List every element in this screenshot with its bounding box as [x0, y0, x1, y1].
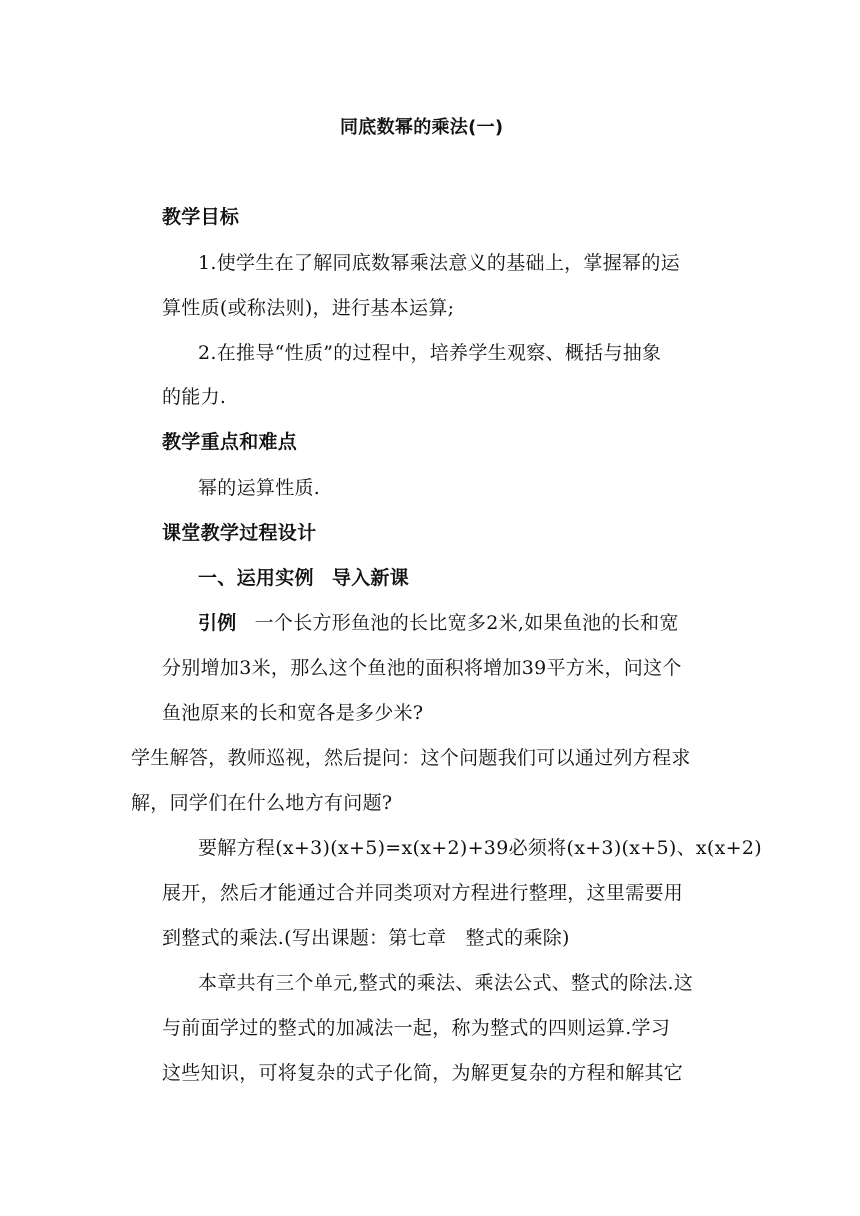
section-heading-process: 课堂教学过程设计	[162, 522, 317, 544]
section-heading-key-points: 教学重点和难点	[162, 431, 298, 453]
equation-paragraph-line-3: 到整式的乘法.(写出课题：第七章 整式的乘除)	[162, 927, 570, 949]
section-heading-objectives: 教学目标	[162, 206, 240, 228]
objective-2-line-2: 的能力.	[162, 386, 227, 408]
example-text-1: 一个长方形鱼池的长比宽多2米,如果鱼池的长和宽	[254, 612, 679, 634]
chapter-paragraph-line-3: 这些知识，可将复杂的式子化简，为解更复杂的方程和解其它	[162, 1062, 684, 1084]
equation-paragraph-line-2: 展开，然后才能通过合并同类项对方程进行整理，这里需要用	[162, 882, 684, 904]
objective-1-line-2: 算性质(或称法则)，进行基本运算;	[162, 297, 455, 319]
equation-paragraph-line-1: 要解方程(x+3)(x+5)=x(x+2)+39必须将(x+3)(x+5)、x(x+2)	[198, 837, 762, 859]
example-line-3: 鱼池原来的长和宽各是多少米?	[162, 702, 424, 724]
example-line-2: 分别增加3米，那么这个鱼池的面积将增加39平方米，问这个	[162, 657, 682, 679]
student-response-line-1: 学生解答，教师巡视，然后提问：这个问题我们可以通过列方程求	[131, 747, 691, 769]
process-subheading	[198, 569, 409, 588]
example-label: 引例	[198, 612, 237, 634]
objective-1-line-1: 1.使学生在了解同底数幂乘法意义的基础上，掌握幂的运	[198, 252, 680, 274]
student-response-line-2: 解，同学们在什么地方有问题?	[131, 792, 393, 814]
chapter-paragraph-line-1: 本章共有三个单元,整式的乘法、乘法公式、整式的除法.这	[198, 972, 694, 994]
key-points-text: 幂的运算性质.	[198, 477, 321, 499]
document-title: 同底数幂的乘法(一)	[340, 117, 504, 138]
chapter-paragraph-line-2: 与前面学过的整式的加减法一起，称为整式的四则运算.学习	[162, 1017, 671, 1039]
example-line-1	[198, 614, 679, 633]
process-subheading-part-1: 一、运用实例	[198, 567, 314, 589]
process-subheading-part-2: 导入新课	[331, 567, 410, 589]
objective-2-line-1: 2.在推导“性质”的过程中，培养学生观察、概括与抽象	[198, 342, 662, 364]
